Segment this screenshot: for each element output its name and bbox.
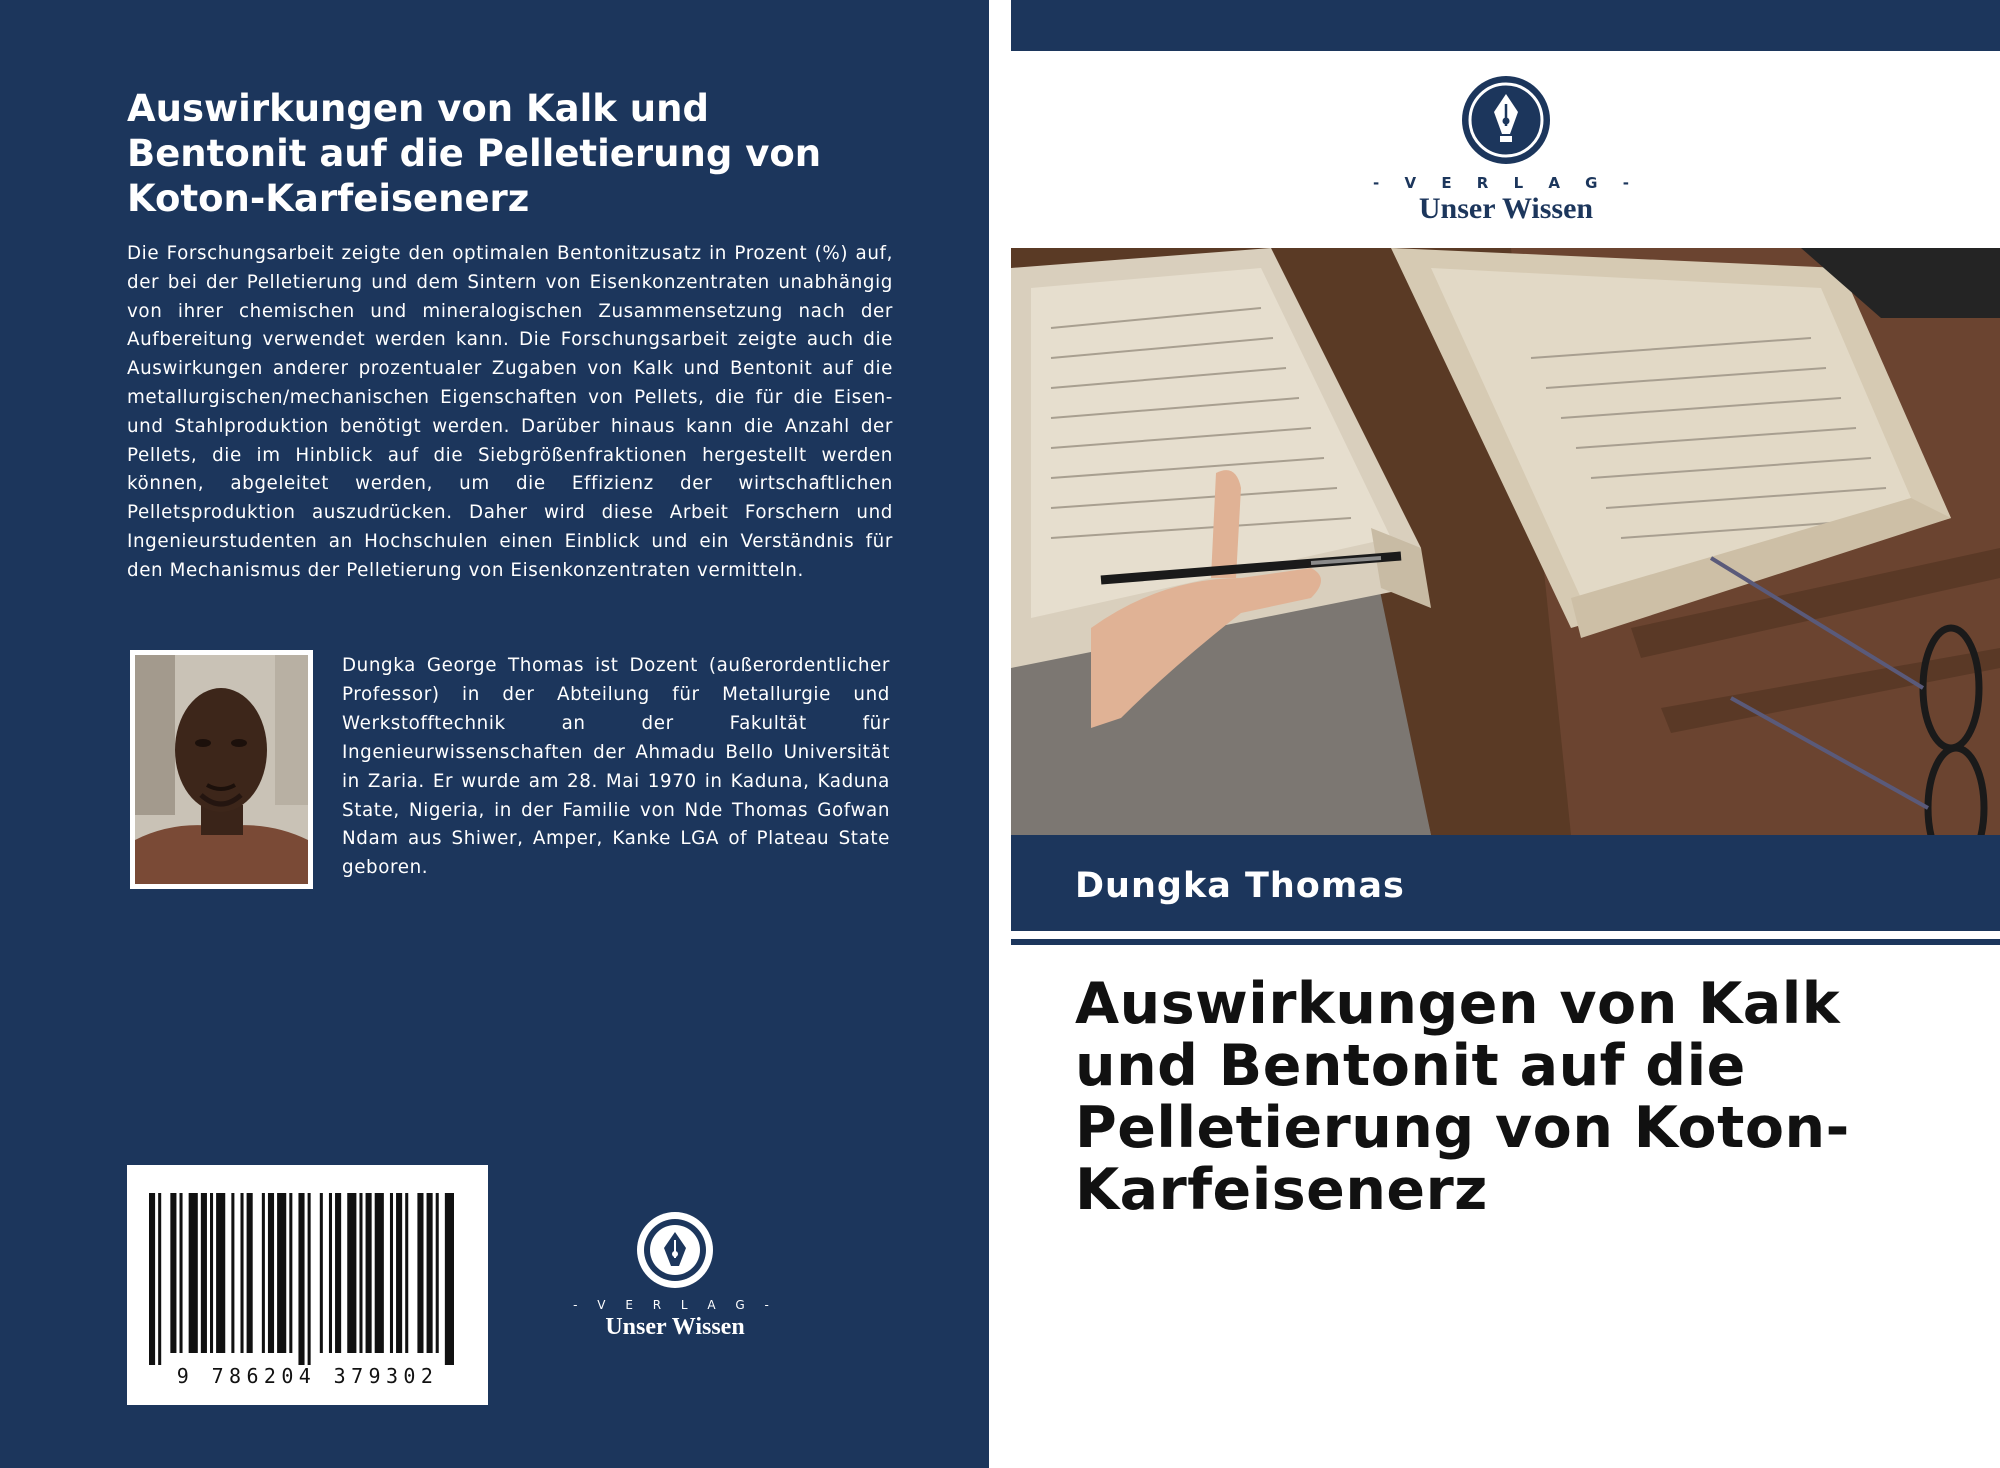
barcode-bar	[298, 1193, 304, 1365]
barcode-bar	[201, 1193, 207, 1353]
barcode-bar	[308, 1193, 311, 1365]
front-publisher-logo	[1356, 74, 1656, 224]
barcode-bar	[149, 1193, 155, 1365]
front-top-bar	[1011, 0, 2000, 51]
barcode-bar	[375, 1193, 384, 1353]
isbn-digits: 9 786204 379302	[176, 1364, 439, 1388]
back-cover-title: Auswirkungen von Kalk und Bentonit auf die Pelletierung von Koton-Karfeisenerz	[127, 87, 822, 220]
barcode-bar	[405, 1193, 408, 1353]
barcode-bar	[396, 1193, 402, 1353]
barcode-bar	[262, 1193, 265, 1353]
barcode-bar	[241, 1193, 244, 1353]
open-books-photo	[1011, 248, 2000, 835]
back-publisher-name: Unser Wissen	[605, 1314, 745, 1340]
fountain-pen-nib-icon	[1460, 74, 1552, 166]
barcode-bar	[170, 1193, 176, 1353]
divider	[1011, 939, 2000, 945]
barcode-bar	[417, 1193, 423, 1353]
author-biography: Dungka George Thomas ist Dozent (außerordentlicher Professor) in der Abteilung für Metallurgie und Werkstofftechnik an der Fakultät für Ingenieurwissenschaften der Ahmadu Bello Universität in Zaria. Er wurde am 28. Mai 1970 in Kaduna, Kaduna State, Nigeria, in der Familie von Nde Thomas Gofwan Ndam aus Shiwer, Amper, Kanke LGA of Plateau State geboren.	[342, 655, 890, 879]
spine	[989, 0, 1011, 1468]
front-verlag-label: - V E R L A G -	[1373, 174, 1639, 192]
barcode-bar	[445, 1193, 454, 1365]
barcode-bar	[268, 1193, 274, 1353]
back-verlag-label: - V E R L A G -	[573, 1298, 777, 1312]
front-author-name: Dungka Thomas	[1075, 866, 1405, 906]
front-cover-title: Auswirkungen von Kalk und Bentonit auf die Pelletierung von Koton-Karfeisenerz	[1075, 971, 1850, 1223]
barcode-bar	[390, 1193, 393, 1353]
barcode-bar	[359, 1193, 362, 1353]
barcode-bar	[289, 1193, 292, 1353]
barcode-bars	[127, 1165, 488, 1365]
back-cover-description: Die Forschungsarbeit zeigte den optimalen Bentonitzusatz in Prozent (%) auf, der bei der Pelletierung und dem Sintern von Eisenkonzentraten unabhängig von ihrer chemischen und mineralogischen Zusammensetzung nach der Aufbereitung verwendet werden kann. Die Forschungsarbeit zeigte auch die Auswirkungen anderer prozentualer Zugaben von Kalk und Bentonit auf die metallurgischen/mechanischen Eigenschaften von Pellets, die für die Eisen- und Stahlproduktion benötigt werden. Darüber hinaus kann die Anzahl der Pellets, die im Hinblick auf die Siebgrößenfraktionen hergestellt werden können, abgeleitet werden, um die Effizienz der wirtschaftlichen Pelletsproduktion auszudrücken. Daher wird diese Arbeit Forschern und Ingenieurstudenten an Hochschulen einen Einblick und ein Verständnis für den Mechanismus der Pelletierung von Eisenkonzentraten vermitteln.	[127, 243, 893, 581]
front-publisher-name: Unser Wissen	[1418, 192, 1594, 225]
back-cover	[0, 0, 989, 1468]
barcode-bar	[277, 1193, 286, 1353]
barcode-bar	[180, 1193, 183, 1353]
barcode-bar	[329, 1193, 332, 1353]
barcode-bar	[210, 1193, 213, 1353]
barcode-bar	[427, 1193, 433, 1353]
back-publisher-logo	[570, 1210, 780, 1350]
barcode-bar	[335, 1193, 341, 1353]
barcode-bar	[247, 1193, 253, 1353]
barcode-bar	[231, 1193, 234, 1353]
fountain-pen-nib-icon	[635, 1210, 715, 1290]
author-portrait	[130, 650, 313, 889]
barcode-bar	[436, 1193, 439, 1353]
barcode-bar	[158, 1193, 161, 1365]
barcode-bar	[366, 1193, 372, 1353]
author-band	[1011, 835, 2000, 931]
barcode-bar	[216, 1193, 225, 1353]
barcode-bar	[189, 1193, 198, 1353]
isbn-barcode	[127, 1165, 488, 1405]
barcode-bar	[347, 1193, 356, 1353]
front-cover	[1011, 0, 2000, 1468]
barcode-bar	[320, 1193, 323, 1353]
